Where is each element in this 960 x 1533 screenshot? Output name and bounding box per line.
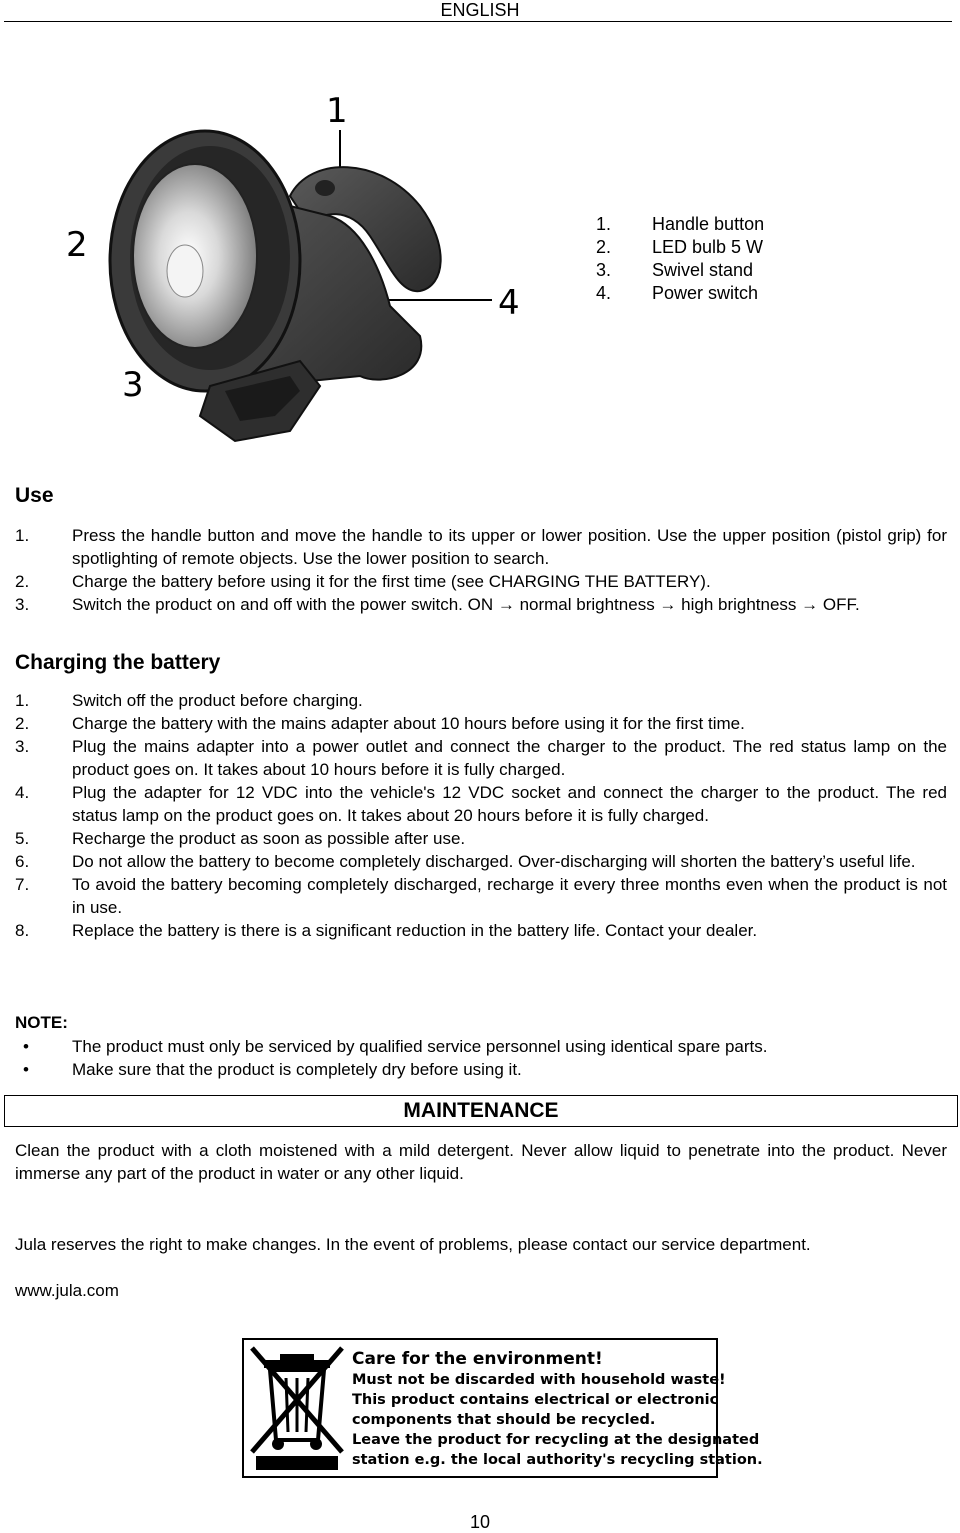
parts-legend-item bbox=[596, 282, 764, 305]
charging-list bbox=[15, 689, 947, 942]
parts-legend-number: 2. bbox=[596, 237, 612, 257]
list-item-text: Plug the adapter for 12 VDC into the vehicle's 12 VDC socket and connect the charger to the product. The red status lamp on the product goes on. It takes about 20 hours before it is fully charged. bbox=[72, 783, 947, 825]
list-item bbox=[15, 712, 947, 735]
list-item-number: 5. bbox=[15, 829, 30, 848]
list-item-number: 7. bbox=[15, 875, 30, 894]
page-header-language: ENGLISH bbox=[440, 0, 520, 20]
list-item-number: 4. bbox=[15, 783, 30, 802]
callout-3: 3 bbox=[122, 365, 144, 405]
page-number: 10 bbox=[469, 1512, 491, 1532]
environment-title: Care for the environment! bbox=[352, 1349, 603, 1369]
list-item bbox=[15, 689, 947, 712]
list-item bbox=[15, 781, 947, 827]
list-item-number: 2. bbox=[15, 572, 30, 591]
list-item-text: Do not allow the battery to become completely discharged. Over-discharging will shorten the battery’s useful life. bbox=[72, 852, 916, 871]
list-item bbox=[15, 873, 947, 919]
bullet-text: The product must only be serviced by qualified service personnel using identical spare parts. bbox=[72, 1037, 768, 1056]
list-item bbox=[15, 524, 947, 570]
list-item bbox=[15, 919, 947, 942]
list-item-text: Recharge the product as soon as possible after use. bbox=[72, 829, 466, 848]
parts-legend-item bbox=[596, 236, 764, 259]
use-list bbox=[15, 524, 947, 616]
callout-4: 4 bbox=[498, 283, 520, 323]
list-item-number: 3. bbox=[15, 595, 30, 614]
list-item-number: 8. bbox=[15, 921, 30, 940]
list-item-number: 6. bbox=[15, 852, 30, 871]
bullet-icon: • bbox=[23, 1037, 29, 1056]
callout-2: 2 bbox=[66, 225, 88, 265]
environment-text bbox=[352, 1348, 763, 1470]
website-link[interactable]: www.jula.com bbox=[15, 1281, 119, 1300]
parts-legend bbox=[596, 213, 764, 305]
list-item-number: 1. bbox=[15, 526, 30, 545]
list-item-number: 2. bbox=[15, 714, 30, 733]
note-list bbox=[15, 1035, 947, 1081]
maintenance-text: Clean the product with a cloth moistened with a mild detergent. Never allow liquid to penetrate into the product. Never immerse any part of the product in water or any other liquid. bbox=[15, 1141, 947, 1183]
list-item-number: 3. bbox=[15, 737, 30, 756]
parts-legend-label: Power switch bbox=[652, 283, 759, 303]
parts-legend-number: 3. bbox=[596, 260, 612, 280]
reservation-text: Jula reserves the right to make changes. In the event of problems, please contact our service department. bbox=[15, 1235, 811, 1254]
list-item-text: Replace the battery is there is a significant reduction in the battery life. Contact your dealer. bbox=[72, 921, 758, 940]
list-item-text: Charge the battery before using it for the first time (see CHARGING THE BATTERY). bbox=[72, 572, 711, 591]
maintenance-heading: MAINTENANCE bbox=[4, 1095, 958, 1127]
bullet-item bbox=[15, 1035, 947, 1058]
environment-line: Must not be discarded with household waste! bbox=[352, 1372, 726, 1388]
parts-legend-number: 1. bbox=[596, 214, 612, 234]
list-item-text: Press the handle button and move the handle to its upper or lower position. Use the upper position (pistol grip) for spotlighting of remote objects. Use the lower position to search. bbox=[72, 526, 947, 568]
list-item bbox=[15, 735, 947, 781]
parts-legend-item bbox=[596, 259, 764, 282]
parts-legend-number: 4. bbox=[596, 283, 612, 303]
environment-line: This product contains electrical or electronic bbox=[352, 1392, 719, 1408]
list-item-text: Plug the mains adapter into a power outlet and connect the charger to the product. The red status lamp on the product goes on. It takes about 10 hours before it is fully charged. bbox=[72, 737, 947, 779]
parts-legend-label: Handle button bbox=[652, 214, 765, 234]
bullet-text: Make sure that the product is completely dry before using it. bbox=[72, 1060, 522, 1079]
bullet-item bbox=[15, 1058, 947, 1081]
parts-legend-label: Swivel stand bbox=[652, 260, 754, 280]
use-heading: Use bbox=[15, 484, 54, 507]
environment-line: station e.g. the local authority's recycling station. bbox=[352, 1452, 763, 1468]
spotlight-illustration bbox=[60, 86, 530, 456]
callout-1: 1 bbox=[326, 91, 348, 131]
environment-line: Leave the product for recycling at the designated bbox=[352, 1432, 760, 1448]
parts-legend-label: LED bulb 5 W bbox=[652, 237, 764, 257]
list-item-text: Charge the battery with the mains adapter about 10 hours before using it for the first time. bbox=[72, 714, 745, 733]
charging-heading: Charging the battery bbox=[15, 651, 221, 674]
crossed-out-bin-icon bbox=[250, 1344, 344, 1472]
list-item bbox=[15, 570, 947, 593]
list-item bbox=[15, 593, 947, 616]
header-rule bbox=[4, 21, 952, 22]
parts-legend-item bbox=[596, 213, 764, 236]
environment-line: components that should be recycled. bbox=[352, 1412, 656, 1428]
list-item-text: Switch the product on and off with the power switch. ON → normal brightness → high brightness → OFF. bbox=[72, 595, 860, 614]
bullet-icon: • bbox=[23, 1060, 29, 1079]
list-item-text: Switch off the product before charging. bbox=[72, 691, 363, 710]
environment-notice bbox=[242, 1338, 763, 1478]
list-item-number: 1. bbox=[15, 691, 30, 710]
list-item bbox=[15, 850, 947, 873]
note-heading: NOTE: bbox=[15, 1013, 68, 1032]
list-item bbox=[15, 827, 947, 850]
list-item-text: To avoid the battery becoming completely discharged, recharge it every three months even when the product is not in use. bbox=[72, 875, 947, 917]
